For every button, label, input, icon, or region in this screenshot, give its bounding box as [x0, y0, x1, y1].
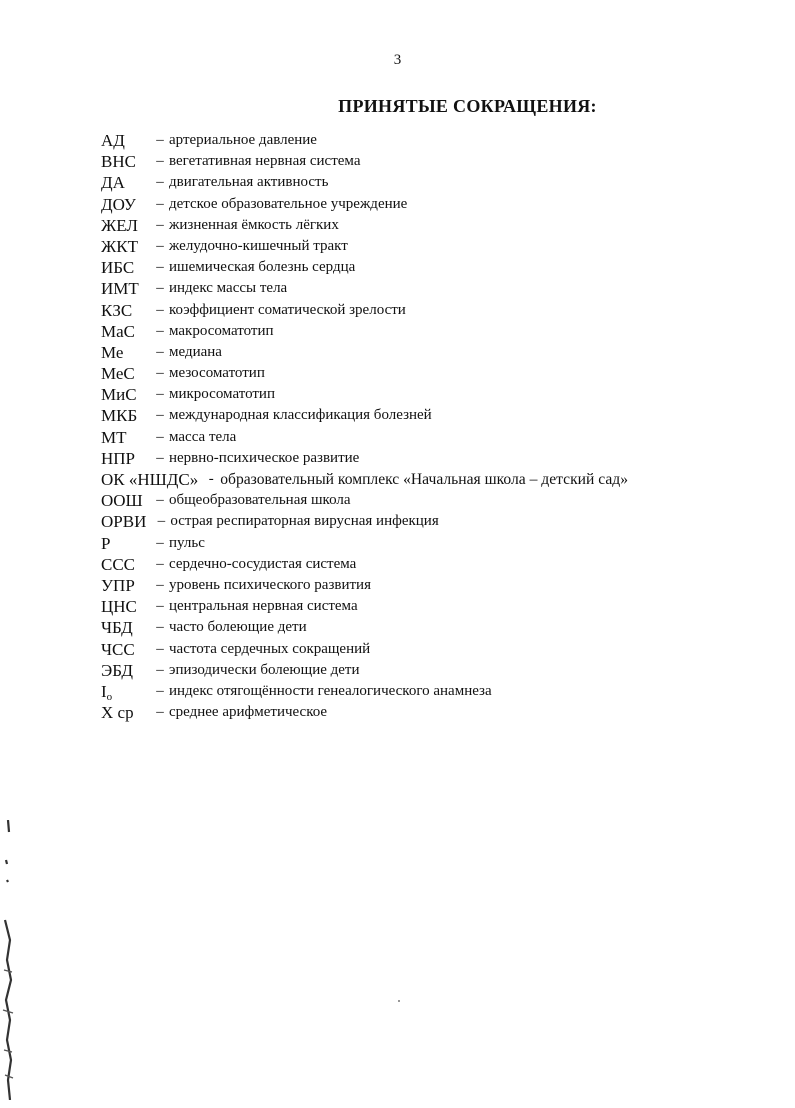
abbreviation-row: [101, 617, 781, 638]
abbreviation-row: [101, 363, 781, 384]
abbreviation-definition: масса тела: [169, 428, 237, 445]
abbreviation-term-text: МеС: [101, 364, 135, 384]
abbreviation-definition: сердечно-сосудистая система: [169, 555, 357, 572]
abbreviation-definition: международная классификация болезней: [169, 407, 432, 424]
abbreviation-term-text: ЖКТ: [101, 236, 138, 256]
abbreviation-row: [101, 469, 781, 490]
abbreviation-definition: коэффициент соматической зрелости: [169, 301, 406, 318]
abbreviation-term-text: Х ср: [101, 703, 134, 723]
abbreviation-term-text: ИБС: [101, 258, 135, 278]
abbreviation-definition: жизненная ёмкость лёгких: [169, 216, 339, 233]
abbreviation-dash: –: [156, 492, 164, 509]
abbreviation-row: [101, 427, 781, 448]
abbreviation-dash: –: [156, 555, 164, 572]
abbreviation-term-text: МаС: [101, 321, 135, 341]
abbreviation-list: [101, 130, 781, 723]
abbreviation-dash: –: [156, 619, 164, 636]
abbreviation-dash: –: [156, 640, 164, 657]
abbreviation-term: [101, 511, 152, 532]
abbreviation-term: [101, 533, 151, 554]
abbreviation-dash: –: [156, 132, 164, 148]
abbreviation-definition: индекс массы тела: [169, 280, 288, 297]
abbreviation-dash: –: [156, 195, 164, 212]
abbreviation-term-text: ОРВИ: [101, 512, 147, 532]
abbreviation-term-text: МТ: [101, 427, 127, 447]
abbreviation-definition: острая респираторная вирусная инфекция: [170, 513, 439, 530]
abbreviation-dash: -: [208, 471, 214, 487]
abbreviation-term: [101, 554, 151, 575]
abbreviation-definition: мезосоматотип: [169, 365, 265, 382]
abbreviation-row: [101, 278, 781, 299]
abbreviation-row: [101, 511, 781, 532]
abbreviation-term: [101, 427, 151, 448]
abbreviation-row: [101, 130, 781, 151]
abbreviation-term: [101, 575, 151, 596]
abbreviation-term: [101, 194, 151, 215]
abbreviation-row: [101, 384, 781, 405]
abbreviation-term-text: НПР: [101, 448, 136, 468]
abbreviation-dash: –: [156, 534, 164, 551]
abbreviation-term: [101, 321, 151, 342]
abbreviation-term-text: ОК «НШДС»: [101, 470, 199, 489]
abbreviation-term-text: МиС: [101, 385, 137, 405]
page-title: ПРИНЯТЫЕ СОКРАЩЕНИЯ:: [338, 96, 597, 116]
abbreviation-dash: –: [156, 704, 164, 721]
abbreviation-dash: –: [156, 407, 164, 424]
abbreviation-row: [101, 596, 781, 617]
abbreviation-dash: –: [156, 237, 164, 254]
abbreviation-term: [101, 405, 151, 426]
abbreviation-term-text: ООШ: [101, 491, 143, 511]
abbreviation-row: [101, 215, 781, 236]
abbreviation-term-text: Р: [101, 533, 111, 553]
abbreviation-dash: –: [156, 449, 164, 466]
abbreviation-row: [101, 300, 781, 321]
abbreviation-term: [101, 236, 151, 257]
abbreviation-definition: нервно-психическое развитие: [169, 449, 360, 466]
abbreviation-term-text: ЖЕЛ: [101, 215, 138, 235]
abbreviation-dash: –: [157, 513, 166, 530]
abbreviation-term: [101, 151, 151, 172]
abbreviation-definition: медиана: [169, 343, 222, 360]
abbreviation-dash: –: [156, 280, 164, 297]
abbreviation-dash: –: [156, 365, 164, 382]
abbreviation-term-text: ЦНС: [101, 597, 137, 617]
abbreviation-term-text: ЧСС: [101, 639, 135, 659]
abbreviation-dash: –: [156, 682, 164, 699]
abbreviation-row: [101, 257, 781, 278]
abbreviation-term-text: УПР: [101, 575, 135, 595]
abbreviation-dash: –: [156, 153, 164, 170]
abbreviation-term-text: МКБ: [101, 406, 138, 426]
abbreviation-term-text: КЗС: [101, 300, 133, 320]
abbreviation-term-subscript: о: [106, 690, 113, 703]
abbreviation-dash: –: [156, 576, 164, 593]
abbreviation-definition: общеобразовательная школа: [169, 492, 351, 509]
abbreviation-term-text: ССС: [101, 554, 136, 574]
abbreviation-term: [101, 490, 151, 511]
abbreviation-row: [101, 194, 781, 215]
abbreviation-definition: вегетативная нервная система: [169, 153, 361, 170]
abbreviation-dash: –: [156, 343, 164, 360]
abbreviation-row: [101, 342, 781, 363]
abbreviation-term: [101, 342, 151, 363]
abbreviation-term: [101, 130, 151, 151]
abbreviation-definition: часто болеющие дети: [169, 619, 307, 636]
abbreviation-row: [101, 533, 781, 554]
scan-edge-artifact: [0, 820, 20, 1100]
abbreviation-dash: –: [156, 216, 164, 233]
abbreviation-definition: ишемическая болезнь сердца: [169, 259, 356, 276]
abbreviation-term: [101, 639, 151, 660]
abbreviation-row: [101, 448, 781, 469]
abbreviation-definition: среднее арифметическое: [169, 704, 328, 721]
abbreviation-term: [101, 681, 151, 702]
abbreviation-definition: центральная нервная система: [169, 598, 358, 615]
abbreviation-term: [101, 596, 151, 617]
abbreviation-term: [101, 363, 151, 384]
abbreviation-definition: детское образовательное учреждение: [169, 195, 408, 212]
abbreviation-dash: –: [156, 174, 164, 191]
abbreviation-definition: желудочно-кишечный тракт: [169, 237, 348, 254]
abbreviation-definition: образовательный комплекс «Начальная школа – детский сад»: [220, 471, 629, 488]
abbreviation-definition: частота сердечных сокращений: [169, 640, 371, 657]
abbreviation-row: [101, 575, 781, 596]
abbreviation-row: [101, 490, 781, 511]
abbreviation-dash: –: [156, 428, 164, 445]
abbreviation-row: [101, 681, 781, 702]
abbreviation-term: [101, 172, 151, 193]
abbreviation-row: [101, 554, 781, 575]
abbreviation-row: [101, 151, 781, 172]
abbreviation-definition: уровень психического развития: [169, 576, 371, 593]
abbreviation-definition: пульс: [169, 534, 205, 551]
abbreviation-term-text: ВНС: [101, 152, 136, 172]
abbreviation-definition: артериальное давление: [169, 132, 317, 148]
abbreviation-definition: макросоматотип: [169, 322, 274, 339]
abbreviation-term-text: ЭБД: [101, 660, 133, 680]
abbreviation-term: [101, 660, 151, 681]
abbreviation-term: [101, 300, 151, 321]
abbreviation-row: [101, 172, 781, 193]
abbreviation-term: [101, 617, 151, 638]
abbreviation-term: [101, 278, 151, 299]
abbreviation-term: [101, 384, 151, 405]
abbreviation-term-text: АД: [101, 131, 125, 150]
abbreviation-term-text: I: [101, 681, 107, 701]
abbreviation-row: [101, 321, 781, 342]
abbreviation-row: [101, 236, 781, 257]
abbreviation-term-text: ДА: [101, 173, 125, 193]
abbreviation-row: [101, 639, 781, 660]
scan-speck: [398, 1000, 400, 1002]
abbreviation-term-text: Ме: [101, 342, 124, 362]
abbreviation-dash: –: [156, 259, 164, 276]
abbreviation-row: [101, 660, 781, 681]
abbreviation-term-text: ЧБД: [101, 618, 133, 638]
abbreviation-dash: –: [156, 598, 164, 615]
abbreviation-dash: –: [156, 322, 164, 339]
abbreviation-row: [101, 702, 781, 723]
abbreviation-dash: –: [156, 301, 164, 318]
abbreviation-term-text: ИМТ: [101, 279, 139, 299]
abbreviation-definition: микросоматотип: [169, 386, 275, 403]
abbreviation-definition: эпизодически болеющие дети: [169, 661, 360, 678]
abbreviation-dash: –: [156, 386, 164, 403]
abbreviation-term: [101, 448, 151, 469]
abbreviation-term: [101, 469, 202, 490]
abbreviation-definition: индекс отягощённости генеалогического анамнеза: [169, 682, 492, 699]
abbreviation-term: [101, 702, 151, 723]
page-number: 3: [393, 52, 402, 68]
abbreviation-row: [101, 405, 781, 426]
abbreviation-definition: двигательная активность: [169, 174, 329, 191]
abbreviation-term: [101, 257, 151, 278]
abbreviation-term: [101, 215, 151, 236]
abbreviation-term-text: ДОУ: [101, 194, 136, 214]
abbreviation-dash: –: [156, 661, 164, 678]
